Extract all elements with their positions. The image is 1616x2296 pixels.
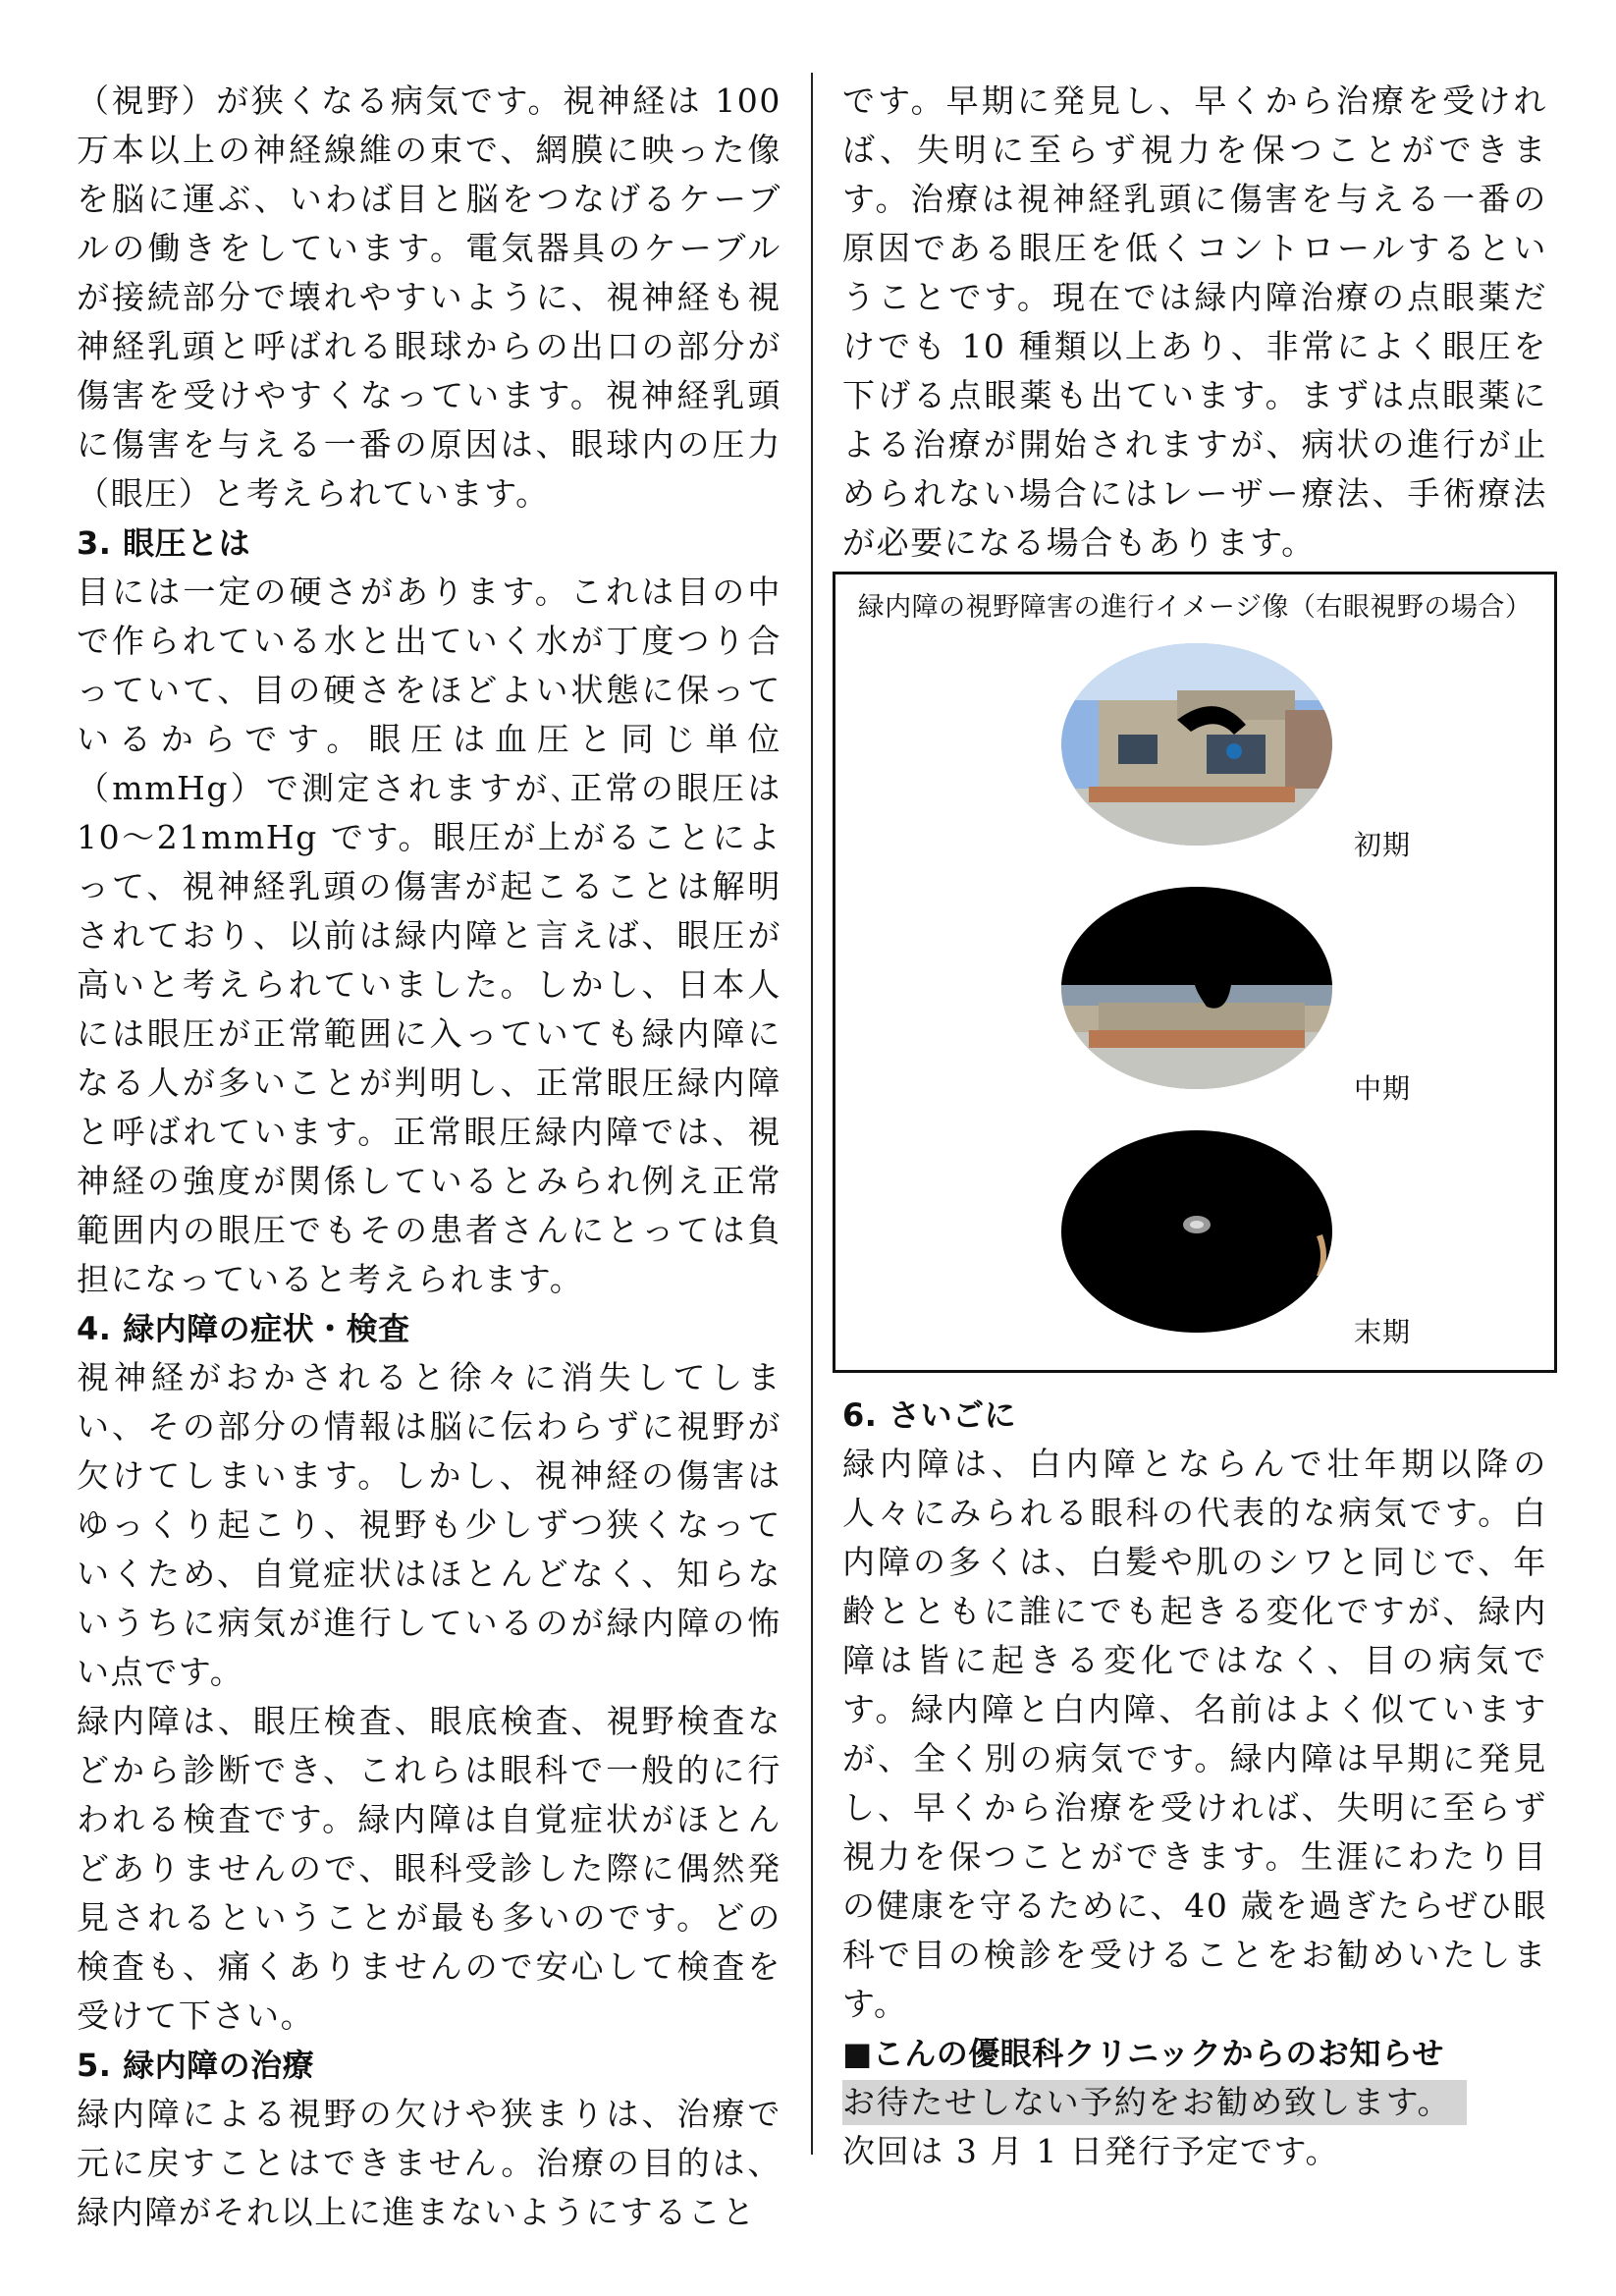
visual-field-late-image	[1059, 1128, 1334, 1335]
stage-middle	[845, 885, 1544, 1103]
clinic-notice-highlight: お待たせしない予約をお勧め致します。	[842, 2080, 1467, 2125]
section-4-heading: 4. 緑内障の症状・検査	[77, 1310, 410, 1347]
stage-label-late: 末期	[1354, 1316, 1412, 1348]
visual-field-early-image	[1059, 641, 1334, 847]
intro-paragraph: （視野）が狭くなる病気です。視神経は 100 万本以上の神経線維の束で、網膜に映った像を脳に運ぶ、いわば目と脳をつなげるケーブルの働きをしています。電気器具のケーブルが接続部分で壊れやすいように、視神経も視神経乳頭と呼ばれる眼球からの出口の部分が傷害を受けやすくなっています。視神経乳頭に傷害を与える一番の原因は、眼球内の圧力（眼圧）と考えられています。	[77, 82, 781, 513]
stage-early	[845, 641, 1544, 859]
left-column	[77, 77, 781, 2237]
figure-caption: 緑内障の視野障害の進行イメージ像（右眼視野の場合）	[857, 592, 1533, 623]
section-5-heading: 5. 緑内障の治療	[77, 2047, 315, 2084]
clinic-notice-title: ■こんの優眼科クリニックからのお知らせ	[842, 2035, 1444, 2072]
treatment-paragraph-start: 緑内障による視野の欠けや狭まりは、治療で元に戻すことはできません。治療の目的は、緑内障がそれ以上に進まないようにすること	[77, 2095, 781, 2231]
treatment-paragraph-continued: です。早期に発見し、早くから治療を受ければ、失明に至らず視力を保つことができます。治療は視神経乳頭に傷害を与える一番の原因である眼圧を低くコントロールするということです。現在では緑内障治療の点眼薬だけでも 10 種類以上あり、非常によく眼圧を下げる点眼薬も出ています。まずは点眼薬による治療が開始されますが、病状の進行が止められない場合にはレーザー療法、手術療法が必要になる場合もあります。	[842, 82, 1547, 562]
symptoms-paragraph-2: 緑内障は、眼圧検査、眼底検査、視野検査などから診断でき、これらは眼科で一般的に行われる検査です。緑内障は自覚症状がほとんどありませんので、眼科受診した際に偶然発見されるということが最も多いのです。どの検査も、痛くありませんので安心して検査を受けて下さい。	[77, 1702, 781, 2035]
symptoms-paragraph-1: 視神経がおかされると徐々に消失してしまい、その部分の情報は脳に伝わらずに視野が欠けてしまいます。しかし、視神経の傷害はゆっくり起こり、視野も少しずつ狭くなっていくため、自覚症状はほとんどなく、知らないうちに病気が進行しているのが緑内障の怖い点です。	[77, 1358, 781, 1691]
stage-label-early: 初期	[1354, 829, 1412, 861]
visual-field-figure	[833, 572, 1557, 1373]
conclusion-paragraph: 緑内障は、白内障とならんで壮年期以降の人々にみられる眼科の代表的な病気です。白内障の多くは、白髪や肌のシワと同じで、年齢とともに誰にでも起きる変化ですが、緑内障は皆に起きる変化ではなく、目の病気です。緑内障と白内障、名前はよく似ていますが、全く別の病気です。緑内障は早期に発見し、早くから治療を受ければ、失明に至らず視力を保つことができます。生涯にわたり目の健康を守るために、40 歳を過ぎたらぜひ眼科で目の検診を受けることをお勧めいたします。	[842, 1445, 1547, 2023]
stage-late	[845, 1128, 1544, 1346]
section-6-heading: 6. さいごに	[842, 1396, 1017, 1434]
next-issue-note: 次回は 3 月 1 日発行予定です。	[842, 2132, 1340, 2170]
stage-label-middle: 中期	[1354, 1072, 1412, 1105]
section-3-heading: 3. 眼圧とは	[77, 524, 251, 562]
column-divider	[811, 73, 813, 2155]
right-column	[842, 77, 1547, 2174]
eye-pressure-paragraph: 目には一定の硬さがあります。これは目の中で作られている水と出ていく水が丁度つり合っていて、目の硬さをほどよい状態に保っているからです。眼圧は血圧と同じ単位（mmHg）で測定されますが､正常の眼圧は 10～21mmHg です。眼圧が上がることによって、視神経乳頭の傷害が起こることは解明されており、以前は緑内障と言えば、眼圧が高いと考えられていました。しかし、日本人には眼圧が正常範囲に入っていても緑内障になる人が多いことが判明し、正常眼圧緑内障と呼ばれています。正常眼圧緑内障では、視神経の強度が関係しているとみられ例え正常範囲内の眼圧でもその患者さんにとっては負担になっていると考えられます。	[77, 573, 781, 1298]
visual-field-middle-image	[1059, 885, 1334, 1091]
